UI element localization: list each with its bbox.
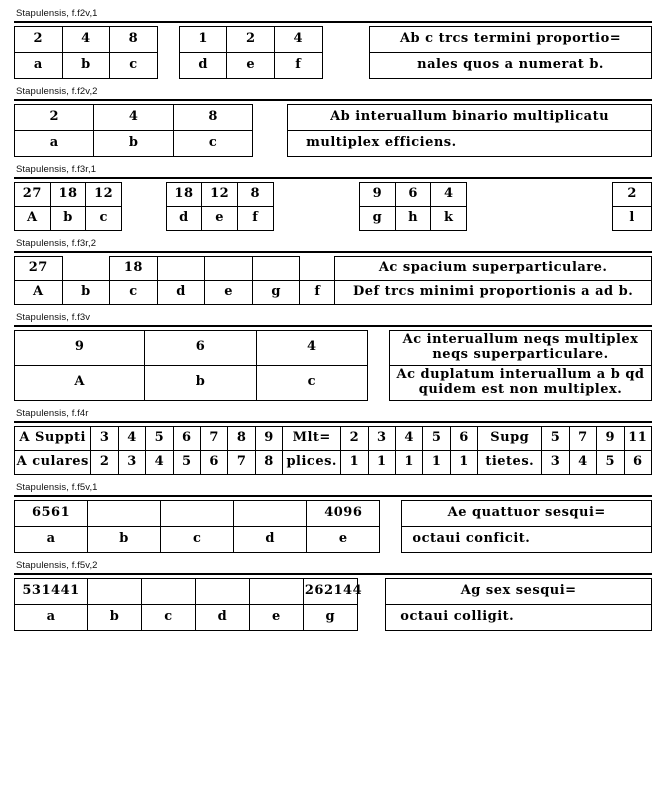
cell-number: 4 bbox=[275, 27, 323, 53]
figure-caption: Stapulensis, f.f5v,1 bbox=[16, 481, 98, 493]
cell-gap bbox=[253, 105, 288, 131]
cell-number: 2 bbox=[15, 105, 94, 131]
cell-letter: h bbox=[395, 207, 431, 231]
cell-number: 27 bbox=[15, 257, 63, 281]
cell-number: 8 bbox=[228, 426, 255, 450]
table-row bbox=[15, 131, 652, 157]
table-row bbox=[15, 604, 652, 630]
cell-number: 8 bbox=[110, 27, 158, 53]
cell-letter: d bbox=[195, 604, 249, 630]
figure-table bbox=[14, 500, 652, 553]
gothic-text: Ag sex sesqui= bbox=[386, 578, 652, 604]
divider-rule bbox=[14, 573, 652, 575]
cell-letter: b bbox=[94, 131, 173, 157]
cell-number: 18 bbox=[110, 257, 158, 281]
cell-number: 4 bbox=[94, 105, 173, 131]
cell-number: 18 bbox=[166, 183, 202, 207]
cell-number: 6561 bbox=[15, 500, 88, 526]
cell-number: 3 bbox=[91, 426, 118, 450]
cell-gap bbox=[380, 500, 402, 526]
cell-letter: b bbox=[50, 207, 86, 231]
cell-number: 4 bbox=[118, 426, 145, 450]
cell-number: 6 bbox=[201, 450, 228, 474]
cell-gap bbox=[380, 526, 402, 552]
cell-number: 4 bbox=[396, 426, 423, 450]
figure-caption: Stapulensis, f.f4r bbox=[16, 407, 89, 419]
cell-number: 8 bbox=[255, 450, 282, 474]
figure-block-f3r-2 bbox=[14, 238, 652, 305]
cell-blank bbox=[157, 257, 205, 281]
cell-gap bbox=[357, 604, 385, 630]
figure-caption: Stapulensis, f.f3r,1 bbox=[16, 164, 97, 175]
cell-letter: e bbox=[202, 207, 238, 231]
divider-rule bbox=[14, 99, 652, 101]
cell-letter: e bbox=[227, 53, 275, 79]
cell-number: 4 bbox=[62, 27, 110, 53]
cell-row-label: A Suppti bbox=[15, 426, 91, 450]
divider-rule bbox=[14, 325, 652, 327]
figure-block-f5v-1 bbox=[14, 482, 652, 553]
cell-letter: g bbox=[360, 207, 396, 231]
cell-group-label: plices. bbox=[283, 450, 341, 474]
cell-number: 6 bbox=[624, 450, 651, 474]
cell-number: 4096 bbox=[307, 500, 380, 526]
cell-letter: e bbox=[307, 526, 380, 552]
figure-table bbox=[14, 104, 652, 157]
cell-letter: f bbox=[237, 207, 273, 231]
table-row bbox=[15, 207, 652, 231]
table-row bbox=[15, 257, 652, 281]
figure-block-f4r bbox=[14, 408, 652, 475]
table-row bbox=[15, 183, 652, 207]
cell-number: 9 bbox=[597, 426, 624, 450]
cell-number: 2 bbox=[341, 426, 368, 450]
figure-caption: Stapulensis, f.f2v,1 bbox=[16, 8, 98, 19]
cell-letter: d bbox=[234, 526, 307, 552]
cell-letter: a bbox=[15, 526, 88, 552]
cell-number: 5 bbox=[542, 426, 569, 450]
cell-number: 4 bbox=[146, 450, 173, 474]
cell-gap bbox=[253, 131, 288, 157]
cell-letter: e bbox=[205, 281, 253, 305]
gothic-text: octaui colligit. bbox=[386, 604, 652, 630]
cell-number: 27 bbox=[15, 183, 51, 207]
cell-letter: b bbox=[62, 53, 110, 79]
cell-letter: l bbox=[613, 207, 652, 231]
cell-letter: c bbox=[256, 365, 367, 400]
cell-number: 8 bbox=[173, 105, 252, 131]
table-row bbox=[15, 426, 652, 450]
cell-number bbox=[142, 578, 196, 604]
gothic-text: nales quos a numerat b. bbox=[370, 53, 652, 79]
cell-letter: b bbox=[62, 281, 110, 305]
cell-number: 5 bbox=[173, 450, 200, 474]
table-row bbox=[15, 526, 652, 552]
cell-number: 4 bbox=[431, 183, 467, 207]
cell-letter: c bbox=[110, 53, 158, 79]
cell-letter: g bbox=[252, 281, 300, 305]
cell-number: 4 bbox=[256, 331, 367, 366]
cell-number: 9 bbox=[15, 331, 145, 366]
cell-group-label: Mlt= bbox=[283, 426, 341, 450]
cell-number: 2 bbox=[15, 27, 63, 53]
gothic-text: Ab interuallum binario multiplicatu bbox=[288, 105, 652, 131]
cell-gap bbox=[62, 257, 110, 281]
cell-number: 12 bbox=[202, 183, 238, 207]
cell-gap bbox=[322, 53, 370, 79]
cell-letter: b bbox=[88, 526, 161, 552]
cell-letter: c bbox=[86, 207, 122, 231]
cell-number: 3 bbox=[118, 450, 145, 474]
cell-gap bbox=[467, 183, 613, 207]
cell-number: 2 bbox=[613, 183, 652, 207]
figure-block-f2v-1 bbox=[14, 8, 652, 79]
cell-letter: e bbox=[249, 604, 303, 630]
cell-number: 6 bbox=[173, 426, 200, 450]
cell-number bbox=[88, 578, 142, 604]
cell-number: 2 bbox=[91, 450, 118, 474]
figure-caption: Stapulensis, f.f3r,2 bbox=[16, 238, 97, 249]
cell-number: 8 bbox=[237, 183, 273, 207]
figure-block-f2v-2 bbox=[14, 86, 652, 157]
divider-rule bbox=[14, 421, 652, 423]
cell-number: 6 bbox=[145, 331, 256, 366]
gothic-text: Ab c trcs termini proportio= bbox=[370, 27, 652, 53]
divider-rule bbox=[14, 495, 652, 497]
cell-number: 7 bbox=[228, 450, 255, 474]
figure-caption: Stapulensis, f.f3v bbox=[16, 312, 91, 323]
figure-table bbox=[14, 182, 652, 231]
table-row bbox=[15, 105, 652, 131]
figure-block-f5v-2 bbox=[14, 560, 652, 631]
cell-number bbox=[234, 500, 307, 526]
cell-gap bbox=[273, 207, 359, 231]
cell-letter: b bbox=[145, 365, 256, 400]
cell-letter: a bbox=[15, 53, 63, 79]
figure-caption: Stapulensis, f.f2v,2 bbox=[16, 86, 98, 97]
figure-block-f3r-1 bbox=[14, 164, 652, 231]
cell-number: 9 bbox=[255, 426, 282, 450]
gothic-text: octaui conficit. bbox=[402, 526, 652, 552]
cell-letter: a bbox=[15, 604, 88, 630]
cell-number: 6 bbox=[395, 183, 431, 207]
cell-number: 5 bbox=[146, 426, 173, 450]
gothic-text: Ac spacium superparticulare. bbox=[335, 257, 652, 281]
cell-gap bbox=[367, 365, 389, 400]
gothic-text-group bbox=[390, 331, 652, 366]
table-row bbox=[15, 281, 652, 305]
cell-gap bbox=[273, 183, 359, 207]
gothic-text: Ac duplatum interuallum a b qd bbox=[396, 366, 645, 382]
cell-gap bbox=[300, 257, 335, 281]
cell-number: 531441 bbox=[15, 578, 88, 604]
figure-table bbox=[14, 26, 652, 79]
cell-blank bbox=[252, 257, 300, 281]
cell-gap bbox=[122, 183, 167, 207]
cell-gap bbox=[467, 207, 613, 231]
cell-group-label: Supg bbox=[478, 426, 542, 450]
cell-letter: A bbox=[15, 207, 51, 231]
cell-blank bbox=[205, 257, 253, 281]
cell-letter: f bbox=[300, 281, 335, 305]
cell-gap bbox=[122, 207, 167, 231]
cell-number: 2 bbox=[227, 27, 275, 53]
cell-row-label: A culares bbox=[15, 450, 91, 474]
cell-number bbox=[88, 500, 161, 526]
cell-letter: d bbox=[157, 281, 205, 305]
table-row bbox=[15, 365, 652, 400]
cell-letter: A bbox=[15, 365, 145, 400]
figure-table bbox=[14, 578, 652, 631]
cell-letter: d bbox=[166, 207, 202, 231]
cell-number: 1 bbox=[423, 450, 450, 474]
cell-letter: c bbox=[142, 604, 196, 630]
cell-number: 1 bbox=[396, 450, 423, 474]
cell-number: 262144 bbox=[303, 578, 357, 604]
cell-letter: c bbox=[110, 281, 158, 305]
cell-group-label: tietes. bbox=[478, 450, 542, 474]
gothic-text: Def trcs minimi proportionis a ad b. bbox=[335, 281, 652, 305]
cell-letter: c bbox=[161, 526, 234, 552]
divider-rule bbox=[14, 21, 652, 23]
cell-number: 11 bbox=[624, 426, 651, 450]
cell-letter: A bbox=[15, 281, 63, 305]
cell-number: 1 bbox=[368, 450, 395, 474]
divider-rule bbox=[14, 177, 652, 179]
cell-number: 1 bbox=[341, 450, 368, 474]
gothic-text: Ac interuallum neqs multiplex bbox=[402, 332, 639, 347]
cell-letter: c bbox=[173, 131, 252, 157]
cell-number: 5 bbox=[423, 426, 450, 450]
cell-number: 7 bbox=[569, 426, 596, 450]
cell-gap bbox=[322, 27, 370, 53]
figure-caption: Stapulensis, f.f5v,2 bbox=[16, 559, 98, 571]
gothic-text: quidem est non multiplex. bbox=[418, 381, 623, 397]
cell-number: 1 bbox=[179, 27, 227, 53]
cell-gap bbox=[157, 53, 179, 79]
cell-number: 18 bbox=[50, 183, 86, 207]
cell-letter: g bbox=[303, 604, 357, 630]
cell-number: 9 bbox=[360, 183, 396, 207]
table-row bbox=[15, 53, 652, 79]
cell-letter: b bbox=[88, 604, 142, 630]
figure-table bbox=[14, 330, 652, 401]
cell-number bbox=[195, 578, 249, 604]
cell-number: 3 bbox=[368, 426, 395, 450]
cell-gap bbox=[367, 331, 389, 366]
gothic-text: neqs superparticulare. bbox=[432, 346, 609, 362]
table-row bbox=[15, 500, 652, 526]
cell-number: 12 bbox=[86, 183, 122, 207]
figure-block-f3v bbox=[14, 312, 652, 401]
cell-number bbox=[161, 500, 234, 526]
gothic-text-group bbox=[390, 365, 652, 400]
figure-table bbox=[14, 256, 652, 305]
gothic-text: Ae quattuor sesqui= bbox=[402, 500, 652, 526]
divider-rule bbox=[14, 251, 652, 253]
gothic-text: multiplex efficiens. bbox=[288, 131, 652, 157]
cell-letter: d bbox=[179, 53, 227, 79]
table-row bbox=[15, 578, 652, 604]
cell-number: 4 bbox=[569, 450, 596, 474]
cell-number: 1 bbox=[450, 450, 477, 474]
table-row bbox=[15, 27, 652, 53]
figure-table bbox=[14, 426, 652, 475]
table-row bbox=[15, 450, 652, 474]
cell-number: 7 bbox=[201, 426, 228, 450]
cell-number bbox=[249, 578, 303, 604]
cell-letter: f bbox=[275, 53, 323, 79]
cell-letter: k bbox=[431, 207, 467, 231]
cell-letter: a bbox=[15, 131, 94, 157]
table-row bbox=[15, 331, 652, 366]
cell-gap bbox=[157, 27, 179, 53]
cell-number: 3 bbox=[542, 450, 569, 474]
cell-number: 5 bbox=[597, 450, 624, 474]
cell-number: 6 bbox=[450, 426, 477, 450]
